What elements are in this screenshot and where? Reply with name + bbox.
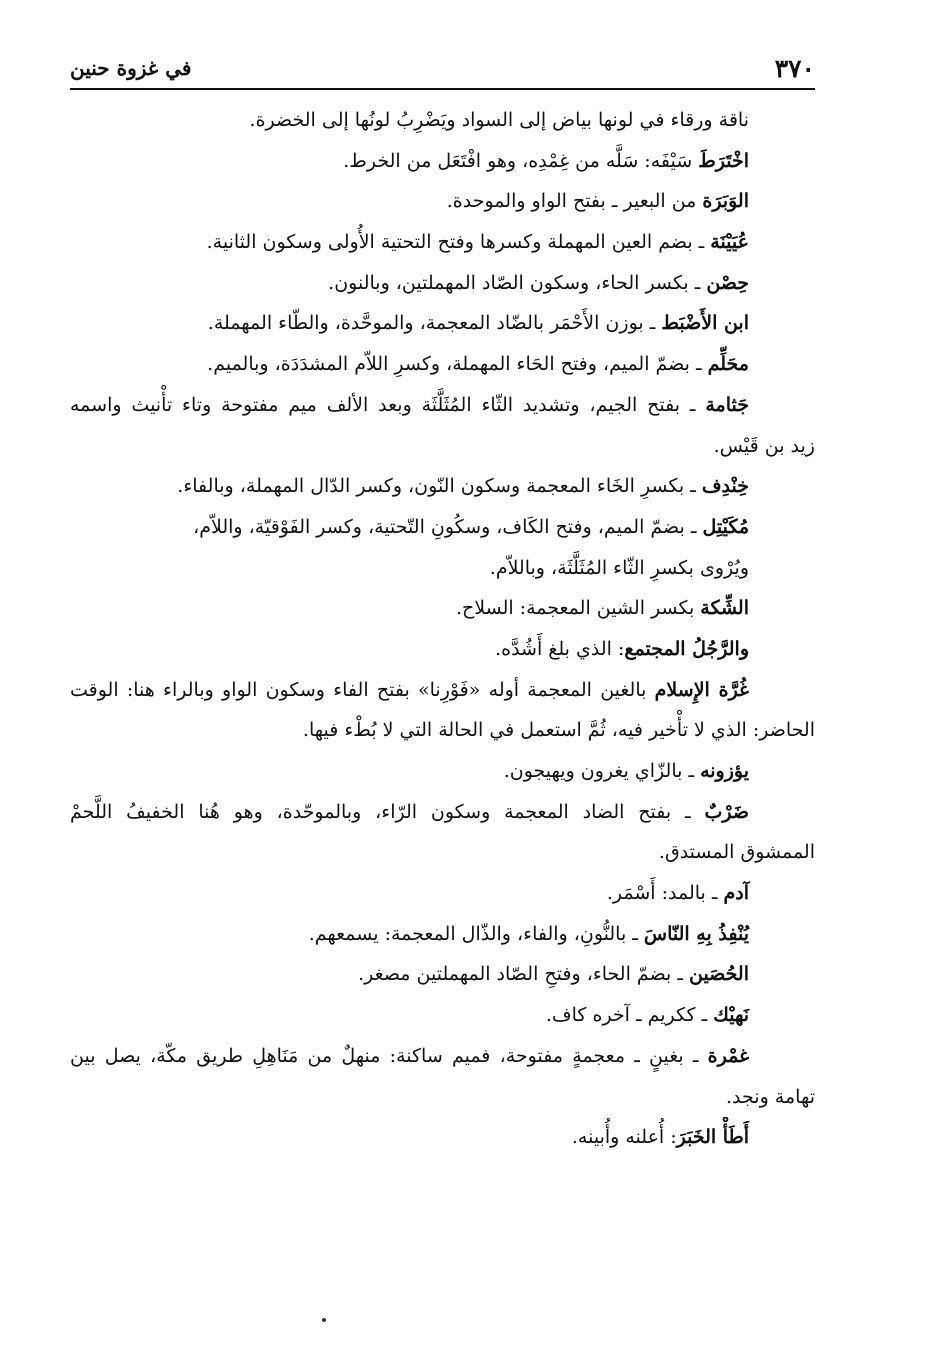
glossary-term: آدم [723, 882, 749, 905]
text-line [70, 1117, 815, 1158]
glossary-term: ابن الأَضْبَط [661, 312, 749, 335]
definition-text: ـ ككريم ـ آخره كاف. [545, 1004, 714, 1027]
glossary-term: جَثامة [705, 393, 749, 416]
glossary-term: نَهيْك [713, 1004, 749, 1027]
definition-text: ـ بكسرِ الخَاء المعجمة وسكون النّون، وكسر الدّال المهملة، وبالفاء. [177, 475, 702, 498]
definition-text: : أُعلنه وأُبينه. [571, 1126, 677, 1149]
running-title: في غزوة حنين [70, 56, 192, 80]
definition-text: ـ بضمّ الميم، وفتح الكَاف، وسكُونِ التّحتية، وكسر الفَوْقيّة، واللاّم، [193, 515, 703, 538]
definition-text: ويُرْوى بكسرِ الثّاء المُثَلَّثَة، وباللاّم. [489, 556, 749, 579]
text-line [70, 954, 815, 995]
text-line [70, 466, 815, 507]
text-line [70, 426, 815, 467]
page-number: ٣٧٠ [774, 54, 815, 83]
glossary-term: عُيَيْنَة [710, 231, 749, 254]
text-line [70, 344, 815, 385]
definition-text: ـ بالنُّونِ، والفاء، والذّال المعجمة: يسمعهم. [308, 922, 644, 945]
definition-text: سَيْفَه: سَلَّه من غِمْدِه، وهو افْتَعَل من الخرط. [343, 149, 699, 172]
text-line [70, 832, 815, 873]
text-line [70, 914, 815, 955]
text-line [70, 100, 815, 141]
glossary-term: الشِّكة [700, 597, 749, 620]
text-line [70, 588, 815, 629]
text-line [70, 629, 815, 670]
definition-text: من البعير ـ بفتح الواو والموحدة. [446, 190, 703, 213]
glossary-text [70, 100, 815, 1158]
glossary-term: غُرَّة الإِسلام [654, 678, 749, 701]
text-line [70, 507, 815, 548]
glossary-term: يُنْفِذُ بِهِ النّاسَ [643, 922, 749, 945]
text-line [70, 751, 815, 792]
glossary-term: مُكَيْتِل [702, 515, 749, 538]
text-line [70, 1077, 815, 1118]
text-line [70, 141, 815, 182]
definition-text: ـ بضمّ الحاء، وفتحِ الصّاد المهملتين مصغر. [358, 963, 689, 986]
text-line [70, 873, 815, 914]
definition-text: بكسر الشين المعجمة: السلاح. [455, 597, 701, 620]
glossary-term: الوَبَرَة [702, 190, 749, 213]
page-header [70, 50, 815, 90]
definition-text: بالغين المعجمة أوله «فَوْرِنا» بفتح الفاء وسكون الواو وبالراء هنا: الوقت [70, 678, 655, 701]
definition-text: ـ بضمّ الميم، وفتح الحَاء المهملة، وكسرِ اللاّم المشدَدَة، وبالميم. [207, 353, 708, 376]
text-line [70, 548, 815, 589]
definition-text: ـ بضم العين المهملة وكسرها وفتح التحتية الأُولى وسكون الثانية. [206, 231, 711, 254]
glossary-term: خِنْدِف [701, 475, 749, 498]
definition-text: الممشوق المستدق. [658, 841, 815, 864]
glossary-term: محَلِّم [707, 353, 749, 376]
text-line [70, 303, 815, 344]
definition-text: ـ بغينٍ ـ معجمةٍ مفتوحة، فميم ساكنة: منهلٌ من مَنَاهِلِ طريق مكّة، يصل بين [70, 1044, 708, 1067]
text-line [70, 222, 815, 263]
glossary-term: الحُصَين [688, 963, 749, 986]
definition-text: ـ بالزّاي يغرون ويهيجون. [503, 760, 701, 782]
definition-text: ـ بالمد: أَسْمَر. [606, 882, 724, 905]
text-line [70, 710, 815, 751]
definition-text: ـ بكسر الحاء، وسكون الصّاد المهملتين، وبالنون. [328, 271, 707, 294]
glossary-term: اخْتَرَطَ [698, 149, 749, 172]
glossary-term: أَطَأْ الخَبَرَ [676, 1126, 749, 1149]
definition-text: ـ بفتح الضاد المعجمة وسكون الرّاء، وبالموحّدة، وهو هُنا الخفيفُ اللَّحمْ [70, 800, 705, 823]
text-line [70, 792, 815, 833]
text-line [70, 385, 815, 426]
text-line [70, 670, 815, 711]
print-speck [322, 1318, 326, 1322]
text-line [70, 263, 815, 304]
glossary-term: ضَرْبٌ [704, 800, 749, 823]
definition-text: الحاضر: الذي لا تأْخير فيه، ثُمَّ استعمل في الحالة التي لا بُطْء فيها. [302, 719, 815, 742]
glossary-term: والرَّجُلُ المجتمع [624, 637, 749, 660]
text-line [70, 181, 815, 222]
definition-text: ـ بفتح الجيم، وتشديد الثّاء المُثَلَّثَة وبعد الألف ميم مفتوحة وتاء تأْنيث واسمه [70, 393, 706, 416]
definition-text: زيد بن قَيْس. [713, 434, 815, 457]
text-line [70, 1036, 815, 1077]
glossary-term: حِصْن [706, 271, 749, 294]
definition-text: ناقة ورقاء في لونها بياض إلى السواد ويَضْرِبُ لونُها إلى الخضرة. [249, 109, 749, 131]
definition-text: ـ بوزن الأَحْمَر بالضّاد المعجمة، والموحَّدة، والطّاء المهملة. [207, 312, 662, 335]
definition-text: تهامة ونجد. [726, 1085, 815, 1108]
glossary-term: يؤزونه [700, 760, 749, 782]
definition-text: : الذي بلغ أَشُدَّه. [495, 637, 625, 660]
text-line [70, 995, 815, 1036]
glossary-term: غمْرة [707, 1044, 749, 1067]
